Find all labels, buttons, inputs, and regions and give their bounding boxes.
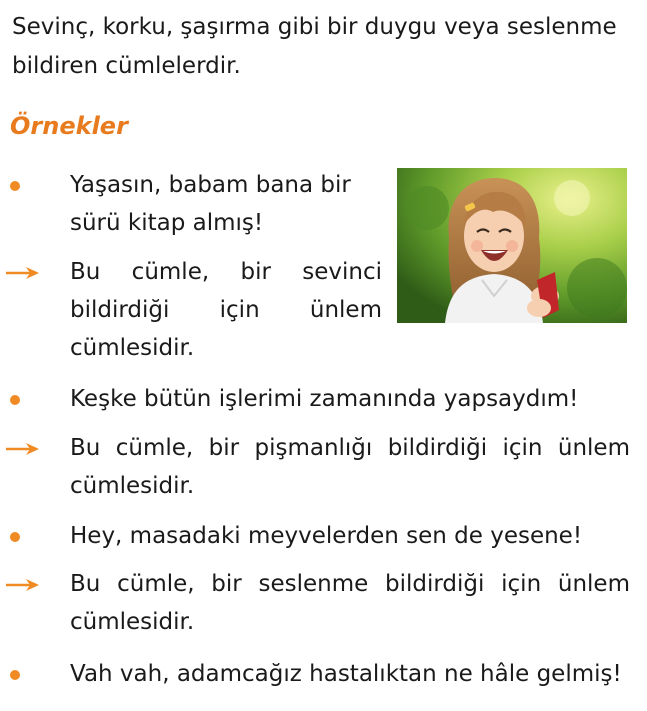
bullet-dot-icon bbox=[0, 659, 44, 693]
explanation-sentence: Bu cümle, bir pişmanlığı bildirdiği için ünlem cümlesidir. bbox=[70, 435, 630, 499]
arrow-right-icon bbox=[0, 433, 44, 467]
section-title: Örnekler bbox=[10, 112, 128, 140]
intro-text: Sevinç, korku, şaşırma gibi bir duygu veya seslenme bildiren cümlelerdir. bbox=[12, 14, 617, 79]
arrow-right-icon bbox=[0, 569, 44, 603]
laughing-girl-photo bbox=[397, 168, 627, 323]
example-sentence: Yaşasın, babam bana bir sürü kitap almış! bbox=[70, 172, 351, 236]
arrow-right-icon bbox=[0, 257, 44, 291]
example-sentence: Hey, masadaki meyvelerden sen de yesene! bbox=[70, 523, 583, 549]
explanation-sentence: Bu cümle, bir seslenme bildirdiği için ünlem cümlesidir. bbox=[70, 571, 630, 635]
bullet-dot-icon bbox=[0, 170, 44, 204]
example-sentence: Keşke bütün işlerimi zamanında yapsaydım! bbox=[70, 386, 579, 412]
bullet-dot-icon bbox=[0, 521, 44, 555]
bullet-dot-icon bbox=[0, 384, 44, 418]
example-sentence: Vah vah, adamcağız hastalıktan ne hâle gelmiş! bbox=[70, 661, 622, 687]
explanation-sentence: Bu cümle, bir sevinci bildirdiği için ünlem cümlesidir. bbox=[70, 259, 382, 361]
